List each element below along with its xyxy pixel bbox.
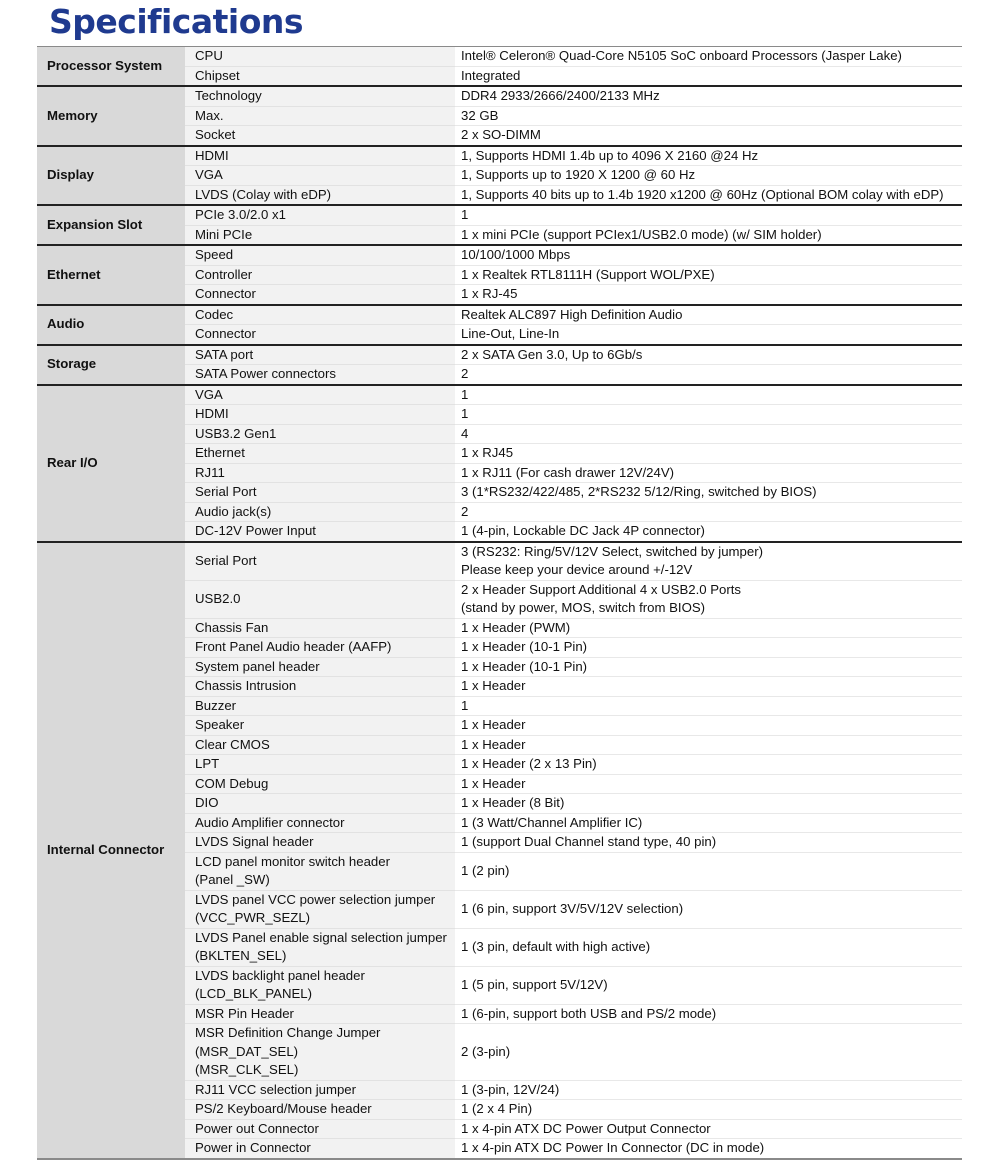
spec-value-text: 1 x RJ45	[461, 445, 514, 460]
spec-value	[455, 245, 962, 265]
spec-item	[185, 1119, 455, 1139]
spec-item	[185, 1080, 455, 1100]
spec-value-text: 1	[461, 406, 469, 421]
spec-item-label: (BKLTEN_SEL)	[195, 948, 287, 963]
spec-item-label: SATA port	[195, 346, 254, 362]
spec-value-text: 2 x SATA Gen 3.0, Up to 6Gb/s	[461, 346, 643, 362]
spec-item	[185, 325, 455, 345]
spec-item	[185, 966, 455, 1004]
spec-value-text: 1	[461, 697, 469, 713]
spec-value-text: 3 (RS232: Ring/5V/12V Select, switched by jumper)	[461, 543, 763, 559]
category-rear-i-o: Rear I/O	[37, 385, 185, 542]
spec-value-text: Integrated	[461, 67, 521, 83]
spec-value	[455, 66, 962, 86]
spec-item-label: (MSR_CLK_SEL)	[195, 1062, 299, 1077]
spec-value-text: 1 x Header	[461, 736, 526, 752]
spec-value	[455, 225, 962, 245]
spec-value-text: 1 x Header (2 x 13 Pin)	[461, 756, 597, 771]
spec-value-text: Intel® Celeron® Quad-Core N5105 SoC onboard Processors (Jasper Lake)	[461, 48, 902, 63]
spec-item	[185, 890, 455, 928]
spec-value-text: 2 (3-pin)	[461, 1043, 511, 1059]
spec-value	[455, 542, 962, 581]
spec-row-audio-codec	[37, 305, 962, 325]
spec-item	[185, 852, 455, 890]
spec-item-label: Codec	[195, 306, 234, 322]
spec-item-label: Max.	[195, 107, 224, 123]
spec-item-label: Controller	[195, 266, 253, 282]
spec-item-label: Front Panel Audio header (AAFP)	[195, 639, 392, 654]
spec-item	[185, 385, 455, 405]
spec-value	[455, 657, 962, 677]
spec-item-label: (MSR_DAT_SEL)	[195, 1043, 299, 1059]
category-display: Display	[37, 146, 185, 206]
specifications-table-body	[37, 47, 962, 1159]
spec-item-label: LCD panel monitor switch header	[195, 853, 390, 869]
page-title: Specifications	[49, 2, 304, 41]
spec-value	[455, 106, 962, 126]
spec-item-label: RJ11	[195, 464, 225, 480]
spec-item-label: Speed	[195, 247, 234, 262]
spec-item-label: HDMI	[195, 147, 229, 163]
spec-item	[185, 502, 455, 522]
spec-item-label: DC-12V Power Input	[195, 523, 316, 538]
spec-value-text: 1 x RJ11 (For cash drawer 12V/24V)	[461, 464, 675, 480]
spec-value	[455, 852, 962, 890]
spec-item	[185, 47, 455, 67]
spec-value	[455, 385, 962, 405]
spec-item-label: VGA	[195, 386, 223, 402]
spec-item-label: Serial Port	[195, 484, 257, 499]
spec-value-text: 1 x 4-pin ATX DC Power In Connector (DC in mode)	[461, 1140, 765, 1155]
spec-item	[185, 542, 455, 581]
spec-row-expansion-slot-pcie-3-0-2-0-x1	[37, 205, 962, 225]
spec-item-label: Technology	[195, 88, 262, 103]
spec-item-label: LVDS backlight panel header	[195, 967, 365, 983]
spec-value-text: Realtek ALC897 High Definition Audio	[461, 306, 683, 322]
spec-value	[455, 522, 962, 542]
spec-value-text: 1 (3-pin, 12V/24)	[461, 1081, 560, 1097]
spec-value-text: 1	[461, 386, 469, 402]
spec-value	[455, 463, 962, 483]
spec-item	[185, 638, 455, 658]
spec-value	[455, 1024, 962, 1081]
spec-value	[455, 444, 962, 464]
spec-item	[185, 928, 455, 966]
spec-value-text: 1, Supports HDMI 1.4b up to 4096 X 2160 @24 Hz	[461, 147, 759, 163]
spec-value	[455, 1080, 962, 1100]
spec-item-label: (LCD_BLK_PANEL)	[195, 986, 313, 1001]
spec-item-label: RJ11 VCC selection jumper	[195, 1081, 356, 1097]
spec-item	[185, 245, 455, 265]
spec-value	[455, 1119, 962, 1139]
spec-item	[185, 305, 455, 325]
spec-value-text: 32 GB	[461, 107, 499, 123]
spec-value-text: 1 (2 x 4 Pin)	[461, 1101, 533, 1116]
spec-item	[185, 696, 455, 716]
category-ethernet: Ethernet	[37, 245, 185, 305]
spec-item	[185, 86, 455, 106]
spec-value	[455, 325, 962, 345]
spec-item	[185, 483, 455, 503]
spec-item	[185, 265, 455, 285]
spec-value	[455, 813, 962, 833]
spec-item	[185, 774, 455, 794]
spec-item	[185, 345, 455, 365]
spec-value	[455, 774, 962, 794]
spec-item-label: HDMI	[195, 406, 229, 421]
spec-item	[185, 285, 455, 305]
spec-value-text: 4	[461, 425, 469, 441]
spec-value	[455, 1100, 962, 1120]
spec-item	[185, 106, 455, 126]
spec-item	[185, 205, 455, 225]
spec-item	[185, 677, 455, 697]
spec-item-label: PS/2 Keyboard/Mouse header	[195, 1101, 372, 1116]
category-processor-system: Processor System	[37, 47, 185, 87]
spec-item-label: SATA Power connectors	[195, 366, 336, 381]
spec-item	[185, 1139, 455, 1159]
spec-item	[185, 405, 455, 425]
spec-value	[455, 405, 962, 425]
spec-item	[185, 813, 455, 833]
spec-value-text: DDR4 2933/2666/2400/2133 MHz	[461, 88, 660, 103]
spec-value-text: 3 (1*RS232/422/485, 2*RS232 5/12/Ring, switched by BIOS)	[461, 484, 817, 499]
spec-value-text: Please keep your device around +/-12V	[461, 562, 693, 577]
spec-value-text: 1 x Header (PWM)	[461, 619, 571, 635]
spec-value	[455, 166, 962, 186]
spec-value-text: (stand by power, MOS, switch from BIOS)	[461, 600, 706, 615]
spec-item-label: VGA	[195, 167, 223, 182]
spec-value	[455, 126, 962, 146]
spec-value-text: 2	[461, 366, 469, 381]
spec-value-text: 1 (5 pin, support 5V/12V)	[461, 976, 608, 992]
spec-item	[185, 1100, 455, 1120]
spec-value-text: 2	[461, 503, 469, 519]
spec-value	[455, 716, 962, 736]
spec-item-label: LVDS Signal header	[195, 834, 314, 849]
spec-value-text: 2 x SO-DIMM	[461, 127, 541, 142]
spec-item-label: Audio Amplifier connector	[195, 814, 345, 830]
category-expansion-slot: Expansion Slot	[37, 205, 185, 245]
spec-value-text: 1 (4-pin, Lockable DC Jack 4P connector)	[461, 523, 705, 538]
spec-item	[185, 657, 455, 677]
spec-value	[455, 365, 962, 385]
specifications-table	[37, 46, 962, 1160]
spec-item-label: Power out Connector	[195, 1120, 319, 1136]
spec-row-display-hdmi	[37, 146, 962, 166]
spec-value-text: 1 (3 Watt/Channel Amplifier IC)	[461, 814, 643, 830]
spec-item-label: Ethernet	[195, 445, 245, 460]
spec-value	[455, 890, 962, 928]
spec-item	[185, 444, 455, 464]
spec-item	[185, 522, 455, 542]
spec-item-label: Chassis Intrusion	[195, 678, 297, 693]
spec-value	[455, 966, 962, 1004]
spec-row-internal-connector-serial-port	[37, 542, 962, 581]
spec-value-text: 1 x Header (8 Bit)	[461, 795, 565, 810]
spec-value-text: Line-Out, Line-In	[461, 326, 560, 341]
spec-item-label: Serial Port	[195, 552, 257, 568]
spec-value-text: 1	[461, 207, 469, 222]
spec-item-label: Chassis Fan	[195, 619, 269, 635]
spec-item	[185, 225, 455, 245]
spec-value-text: 1 (2 pin)	[461, 862, 510, 878]
spec-value	[455, 1004, 962, 1024]
spec-item-label: Power in Connector	[195, 1140, 311, 1155]
spec-value	[455, 794, 962, 814]
spec-row-rear-i-o-vga	[37, 385, 962, 405]
spec-value	[455, 305, 962, 325]
spec-item-label: LVDS (Colay with eDP)	[195, 186, 332, 202]
category-audio: Audio	[37, 305, 185, 345]
spec-value	[455, 345, 962, 365]
spec-item-label: LVDS Panel enable signal selection jumper	[195, 929, 447, 945]
category-internal-connector: Internal Connector	[37, 542, 185, 1159]
spec-value-text: 1 x 4-pin ATX DC Power Output Connector	[461, 1120, 711, 1136]
spec-item-label: LPT	[195, 756, 220, 771]
spec-item-label: Clear CMOS	[195, 736, 270, 752]
spec-item	[185, 618, 455, 638]
spec-value	[455, 638, 962, 658]
spec-value-text: 1 x Header	[461, 775, 526, 791]
spec-item	[185, 185, 455, 205]
spec-item-label: (Panel _SW)	[195, 872, 270, 887]
spec-value-text: 1 x Realtek RTL8111H (Support WOL/PXE)	[461, 266, 715, 282]
spec-value-text: 10/100/1000 Mbps	[461, 247, 571, 262]
spec-item-label: Mini PCIe	[195, 226, 253, 242]
spec-value	[455, 265, 962, 285]
spec-item	[185, 716, 455, 736]
spec-value-text: 1 (3 pin, default with high active)	[461, 938, 651, 954]
spec-value	[455, 1139, 962, 1159]
spec-item-label: USB2.0	[195, 590, 241, 606]
spec-item-label: Audio jack(s)	[195, 503, 272, 519]
spec-row-processor-system-cpu	[37, 47, 962, 67]
spec-item	[185, 1004, 455, 1024]
spec-item-label: Connector	[195, 326, 256, 341]
spec-item-label: System panel header	[195, 658, 320, 674]
spec-value	[455, 185, 962, 205]
spec-item-label: Speaker	[195, 717, 245, 732]
spec-item-label: CPU	[195, 48, 223, 63]
spec-value	[455, 755, 962, 775]
spec-value-text: 1 (6 pin, support 3V/5V/12V selection)	[461, 900, 684, 916]
spec-value	[455, 928, 962, 966]
spec-value-text: 1 (support Dual Channel stand type, 40 pin)	[461, 834, 717, 849]
spec-item-label: Socket	[195, 127, 236, 142]
spec-item	[185, 755, 455, 775]
spec-item	[185, 580, 455, 618]
spec-item-label: Chipset	[195, 67, 240, 83]
spec-value	[455, 677, 962, 697]
spec-item-label: Connector	[195, 286, 256, 301]
spec-item-label: (VCC_PWR_SEZL)	[195, 910, 311, 925]
spec-value	[455, 580, 962, 618]
spec-value	[455, 146, 962, 166]
spec-item	[185, 833, 455, 853]
spec-item-label: PCIe 3.0/2.0 x1	[195, 207, 286, 222]
category-storage: Storage	[37, 345, 185, 385]
spec-row-memory-technology	[37, 86, 962, 106]
spec-value	[455, 424, 962, 444]
spec-value	[455, 285, 962, 305]
spec-item	[185, 365, 455, 385]
spec-item-label: DIO	[195, 795, 219, 810]
spec-value-text: 1, Supports 40 bits up to 1.4b 1920 x1200 @ 60Hz (Optional BOM colay with eDP)	[461, 186, 944, 202]
spec-item	[185, 146, 455, 166]
spec-value	[455, 735, 962, 755]
spec-item-label: MSR Definition Change Jumper	[195, 1025, 381, 1040]
spec-item-label: Buzzer	[195, 697, 237, 713]
spec-item	[185, 794, 455, 814]
spec-row-storage-sata-port	[37, 345, 962, 365]
spec-value-text: 1 x Header	[461, 717, 526, 732]
spec-value-text: 1, Supports up to 1920 X 1200 @ 60 Hz	[461, 167, 696, 182]
spec-value-text: 2 x Header Support Additional 4 x USB2.0 Ports	[461, 581, 742, 597]
spec-value-text: 1 x mini PCIe (support PCIex1/USB2.0 mode) (w/ SIM holder)	[461, 226, 822, 242]
spec-item	[185, 735, 455, 755]
spec-item-label: LVDS panel VCC power selection jumper	[195, 891, 436, 907]
spec-item-label: MSR Pin Header	[195, 1005, 294, 1021]
spec-item-label: COM Debug	[195, 775, 269, 791]
spec-value	[455, 483, 962, 503]
spec-value-text: 1 x Header (10-1 Pin)	[461, 658, 588, 674]
spec-value	[455, 696, 962, 716]
spec-item	[185, 1024, 455, 1081]
spec-value-text: 1 x Header	[461, 678, 526, 693]
spec-item	[185, 166, 455, 186]
spec-item-label: USB3.2 Gen1	[195, 425, 277, 441]
spec-value	[455, 205, 962, 225]
spec-item	[185, 463, 455, 483]
spec-value-text: 1 (6-pin, support both USB and PS/2 mode)	[461, 1005, 717, 1021]
spec-item	[185, 126, 455, 146]
category-memory: Memory	[37, 86, 185, 146]
spec-value-text: 1 x Header (10-1 Pin)	[461, 639, 588, 654]
spec-item	[185, 66, 455, 86]
spec-value	[455, 618, 962, 638]
spec-row-ethernet-speed	[37, 245, 962, 265]
spec-value-text: 1 x RJ-45	[461, 286, 518, 301]
spec-item	[185, 424, 455, 444]
spec-value	[455, 86, 962, 106]
spec-value	[455, 502, 962, 522]
spec-value	[455, 47, 962, 67]
spec-value	[455, 833, 962, 853]
